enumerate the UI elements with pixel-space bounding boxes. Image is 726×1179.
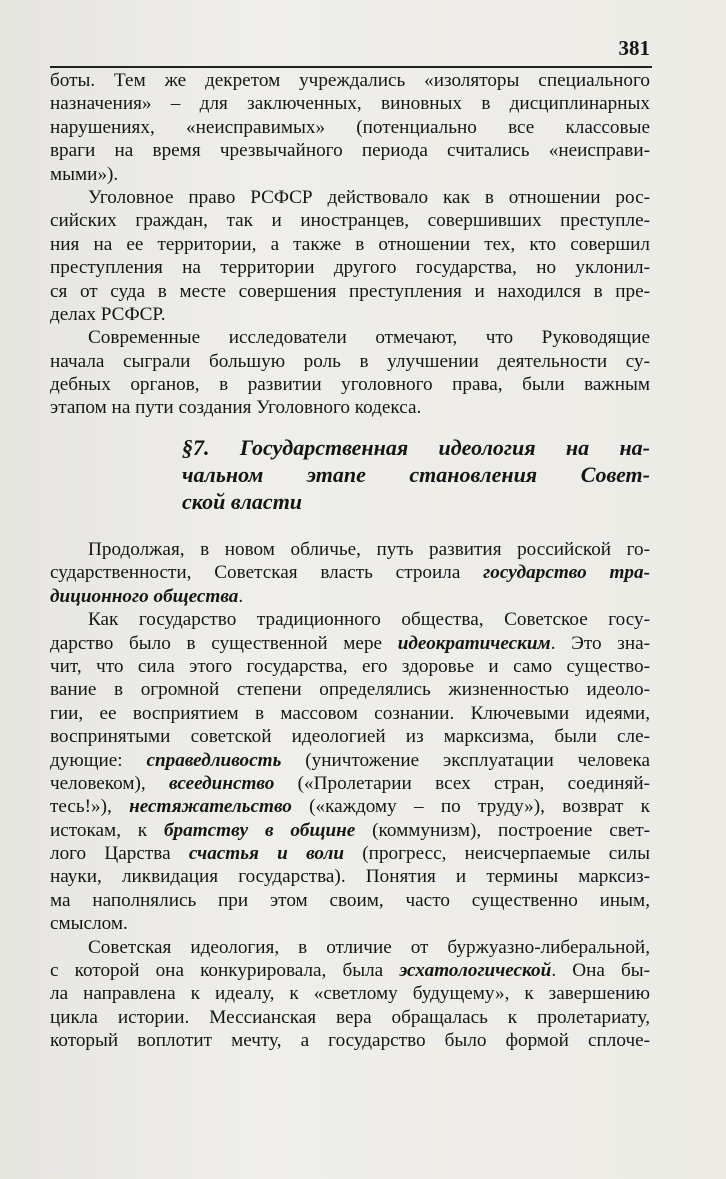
- text-line: сударственности, Советская власть строила государство тра-: [50, 562, 650, 584]
- text-line: дарство было в существенной мере идеократическим. Это зна-: [50, 632, 650, 654]
- text-line: Продолжая, в новом обличье, путь развития российской го-: [88, 539, 650, 560]
- text-line: истокам, к братству в общине (коммунизм), построение свет-: [50, 819, 650, 841]
- text-line: враги на время чрезвычайного периода считались «неисправи-: [50, 140, 650, 162]
- text-line: этапом на пути создания Уголовного кодекса.: [50, 397, 422, 419]
- text-line: сийских граждан, так и иностранцев, совершивших преступле-: [50, 210, 650, 232]
- heading-line: §7. Государственная идеология на на-: [182, 435, 650, 460]
- text-line: смыслом.: [50, 913, 128, 935]
- text-line: человеком), всеединство («Пролетарии всех стран, соединяй-: [50, 772, 650, 794]
- section-heading: [50, 434, 650, 515]
- text-line: Советская идеология, в отличие от буржуазно-либеральной,: [88, 936, 650, 958]
- text-line: дебных органов, в развитии уголовного права, были важным: [50, 374, 650, 396]
- text-line: Уголовное право РСФСР действовало как в отношении рос-: [88, 186, 650, 208]
- text-line: науки, ликвидация государства). Понятия и термины марксиз-: [50, 866, 650, 888]
- text-line: ла направлена к идеалу, к «светлому будущему», к завершению: [50, 983, 650, 1005]
- text-line: ния на ее территории, а также в отношении тех, кто совершил: [50, 233, 650, 255]
- text-line: Современные исследователи отмечают, что Руководящие: [88, 327, 650, 349]
- text-line: с которой она конкурировала, была эсхатологической. Она бы-: [50, 960, 650, 982]
- text-line: Как государство традиционного общества, Советское госу-: [88, 609, 650, 631]
- heading-line: ской власти: [182, 489, 303, 514]
- emphasis: идеократическим: [397, 632, 551, 654]
- emphasis: диционного общества: [50, 585, 239, 607]
- text-line: ся от суда в месте совершения преступления и находился в пре-: [50, 280, 650, 302]
- emphasis: эсхатологической: [399, 960, 552, 982]
- text-line: боты. Тем же декретом учреждались «изоляторы специального: [50, 70, 650, 91]
- emphasis: справедливость: [146, 749, 282, 771]
- emphasis: нестяжательство: [129, 796, 292, 818]
- text-line: цикла истории. Мессианская вера обращалась к пролетариату,: [50, 1006, 650, 1028]
- emphasis: государство тра-: [483, 562, 650, 584]
- page-number: 381: [618, 36, 650, 60]
- text-line: который воплотит мечту, а государство было формой сплоче-: [50, 1030, 650, 1052]
- text-line: делах РСФСР.: [50, 303, 166, 325]
- text-line: чит, что сила этого государства, его здоровье и само существо-: [50, 655, 650, 677]
- text-line: тесь!»), нестяжательство («каждому – по труду»), возврат к: [50, 796, 650, 818]
- text-line: воспринятыми советской идеологией из марксизма, были сле-: [50, 726, 650, 748]
- header-rule: [50, 66, 652, 68]
- text-line: вание в огромной степени определялись жизненностью идеоло-: [50, 679, 650, 701]
- text-line: лого Царства счастья и воли (прогресс, неисчерпаемые силы: [50, 843, 650, 865]
- text-line: мыми»).: [50, 163, 119, 185]
- text-line: гии, ее восприятием в массовом сознании. Ключевыми идеями,: [50, 702, 650, 724]
- text-line: ма наполнялись при этом своим, часто существенно иным,: [50, 889, 650, 911]
- text-line: преступления на территории другого государства, но уклонил-: [50, 257, 650, 279]
- emphasis: братству в общине: [163, 819, 356, 841]
- text-line: назначения» – для заключенных, виновных в дисциплинарных: [50, 93, 650, 115]
- emphasis: счастья и воли: [188, 843, 345, 865]
- top-text: [50, 69, 650, 420]
- text-line: начала сыграли большую роль в улучшении деятельности су-: [50, 350, 650, 372]
- text-line: диционного общества.: [50, 585, 244, 607]
- emphasis: всеединство: [169, 772, 275, 794]
- heading-line: чальном этапе становления Совет-: [182, 462, 650, 487]
- body-text: [50, 538, 650, 1053]
- text-line: нарушениях, «неисправимых» (потенциально все классовые: [50, 116, 650, 138]
- text-line: дующие: справедливость (уничтожение эксплуатации человека: [50, 749, 650, 771]
